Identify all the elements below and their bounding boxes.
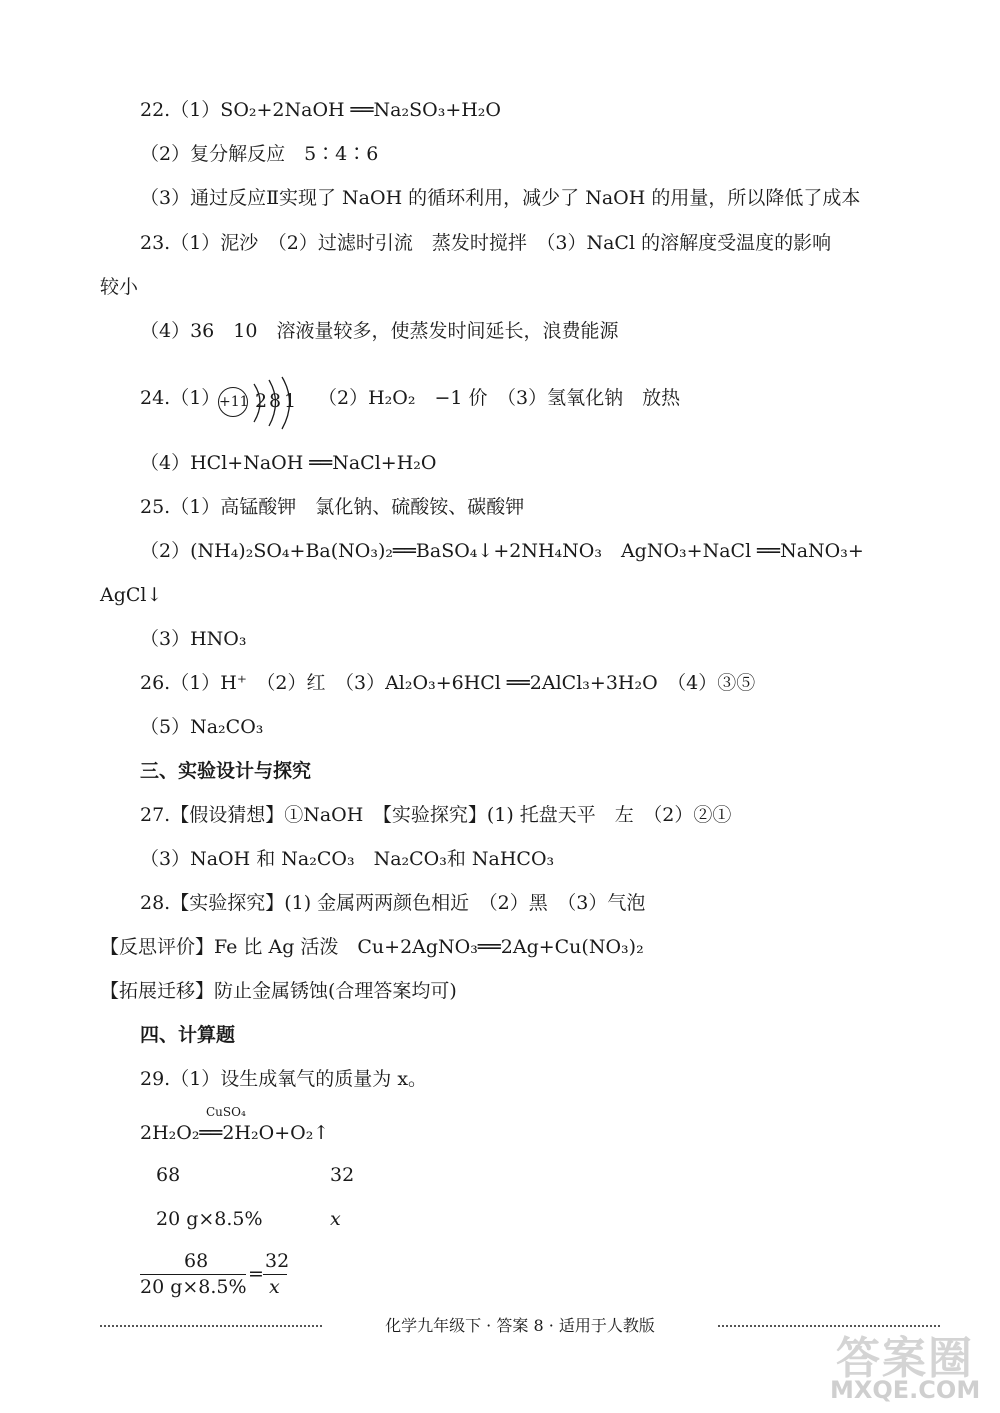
answer-22-1: 22.（1）SO₂+2NaOH ══Na₂SO₃+H₂O [140, 99, 502, 121]
answer-25-2: （2）(NH₄)₂SO₄+Ba(NO₃)₂══BaSO₄↓+2NH₄NO₃ AgNO₃+NaCl ══NaNO₃+ [140, 540, 864, 562]
fraction-right-bar [263, 1274, 287, 1275]
answer-22-3: （3）通过反应Ⅱ实现了 NaOH 的循环利用，减少了 NaOH 的用量，所以降低了成本 [140, 187, 861, 209]
fraction-left-bar [140, 1274, 246, 1275]
atom-nucleus: +11 [218, 387, 248, 417]
answer-24-4: （4）HCl+NaOH ══NaCl+H₂O [140, 452, 437, 474]
answer-24-label: 24.（1） [140, 387, 221, 409]
answer-28-reflection: 【反思评价】Fe 比 Ag 活泼 Cu+2AgNO₃══2Ag+Cu(NO₃)₂ [100, 936, 644, 958]
footer-text: 化学九年级下 · 答案 8 · 适用于人教版 [385, 1316, 655, 1335]
catalyst-label: CuSO₄ [206, 1105, 246, 1119]
answer-25-cont: AgCl↓ [100, 584, 163, 606]
shell-electrons-3: 1 [284, 390, 297, 412]
answer-24-rest: （2）H₂O₂ −1 价 （3）氢氧化钠 放热 [318, 387, 681, 409]
answer-23-cont: 较小 [100, 276, 139, 298]
answer-28: 28.【实验探究】(1) 金属两两颜色相近 （2）黑 （3）气泡 [140, 892, 646, 914]
molar-mass-h2o2: 68 [156, 1164, 181, 1186]
answer-23-1: 23.（1）泥沙 （2）过滤时引流 蒸发时搅拌 （3）NaCl 的溶解度受温度的影响 [140, 232, 832, 254]
watermark [822, 1322, 998, 1412]
decomposition-equation: 2H₂O₂══2H₂O+O₂↑ [140, 1122, 330, 1144]
watermark-logo: 答案圈 [836, 1333, 974, 1384]
watermark-url: MXQE.COM [830, 1376, 981, 1404]
answer-27: 27.【假设猜想】①NaOH 【实验探究】(1) 托盘天平 左 （2）②① [140, 804, 732, 826]
answer-28-extension: 【拓展迁移】防止金属锈蚀(合理答案均可) [100, 980, 457, 1002]
shell-electrons-2: 8 [269, 390, 282, 412]
answer-26-1: 26.（1）H⁺ （2）红 （3）Al₂O₃+6HCl ══2AlCl₃+3H₂O （4）③⑤ [140, 672, 756, 694]
fraction-left-denominator: 20 g×8.5% [140, 1276, 247, 1298]
answer-23-4: （4）36 10 溶液量较多，使蒸发时间延长，浪费能源 [140, 320, 619, 342]
answer-26-5: （5）Na₂CO₃ [140, 716, 264, 738]
answer-22-2: （2）复分解反应 5∶4∶6 [140, 143, 379, 165]
answer-25-1: 25.（1）高锰酸钾 氯化钠、硫酸铵、碳酸钾 [140, 496, 525, 518]
shell-electrons-1: 2 [255, 390, 268, 412]
answer-25-3: （3）HNO₃ [140, 628, 247, 650]
answer-29-1: 29.（1）设生成氧气的质量为 x。 [140, 1068, 428, 1090]
fraction-right-numerator: 32 [265, 1250, 290, 1272]
section-heading-calculation: 四、计算题 [140, 1024, 236, 1046]
mass-h2o2: 20 g×8.5% [156, 1208, 263, 1230]
footer-dotted-rule-left [100, 1325, 322, 1327]
mass-o2-unknown: x [330, 1208, 341, 1230]
sodium-atom-structure-diagram [218, 384, 298, 424]
fraction-left-numerator: 68 [184, 1250, 209, 1272]
answer-27-3: （3）NaOH 和 Na₂CO₃ Na₂CO₃和 NaHCO₃ [140, 848, 555, 870]
page-footer [100, 1313, 940, 1339]
section-heading-experiment: 三、实验设计与探究 [140, 760, 312, 782]
molar-mass-o2: 32 [330, 1164, 355, 1186]
fraction-right-denominator: x [269, 1276, 280, 1298]
fraction-equals: = [248, 1263, 264, 1285]
